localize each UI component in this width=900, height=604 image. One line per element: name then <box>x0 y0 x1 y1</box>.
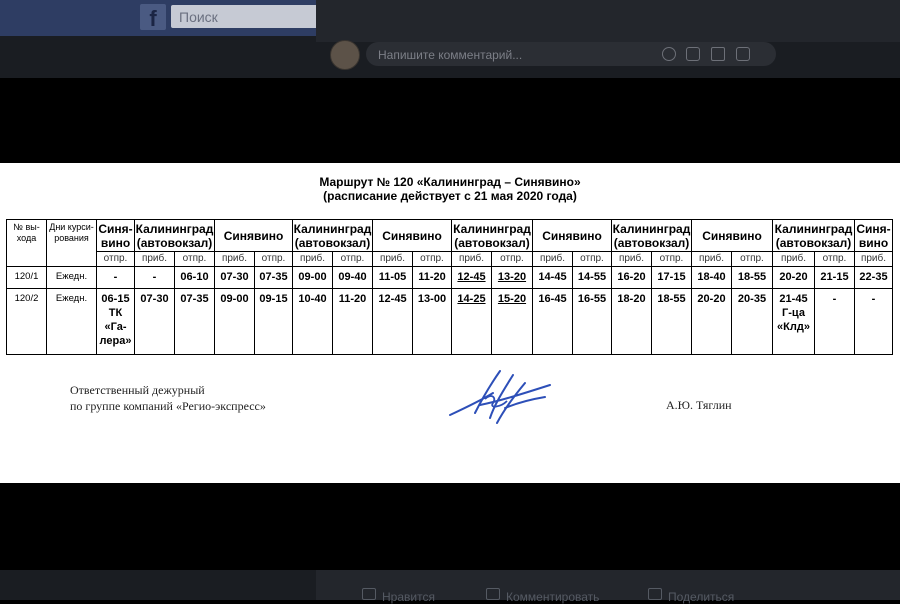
sub-header: приб. <box>612 252 652 267</box>
time-cell: 11-05 <box>373 267 413 289</box>
share-icon[interactable] <box>648 588 662 600</box>
sub-header: приб. <box>452 252 492 267</box>
time-cell: 20-20 <box>773 267 815 289</box>
time-cell: 07-35 <box>255 267 293 289</box>
time-cell: 12-45 <box>452 267 492 289</box>
table-row <box>7 289 893 355</box>
time-cell: 15-20 <box>492 289 533 355</box>
time-cell: 22-35 <box>855 267 893 289</box>
table-row <box>7 267 893 289</box>
schedule-title <box>0 175 900 203</box>
time-cell: 07-35 <box>175 289 215 355</box>
gif-icon[interactable] <box>711 47 725 61</box>
time-cell: 20-20 <box>692 289 732 355</box>
handwritten-signature <box>445 363 555 433</box>
sub-header: отпр. <box>492 252 533 267</box>
header-days: Дни курси-рования <box>47 220 97 267</box>
header-stop: Синявино <box>373 220 452 252</box>
sub-header: отпр. <box>413 252 452 267</box>
time-cell: 14-25 <box>452 289 492 355</box>
sub-header: приб. <box>773 252 815 267</box>
header-stop: Синявино <box>215 220 293 252</box>
comment-icon[interactable] <box>486 588 500 600</box>
time-cell: 09-15 <box>255 289 293 355</box>
sub-header: приб. <box>135 252 175 267</box>
sub-header: отпр. <box>255 252 293 267</box>
comment-panel <box>316 0 900 42</box>
header-stop: Синя-вино <box>98 221 133 250</box>
sub-header: приб. <box>692 252 732 267</box>
comment-button[interactable]: Комментировать <box>506 590 600 604</box>
header-stop: Калининград (автовокзал) <box>453 221 531 250</box>
header-stop: Калининград (автовокзал) <box>293 221 372 250</box>
signatory-left-line-2: по группе компаний «Регио-экспресс» <box>70 399 266 413</box>
like-icon[interactable] <box>362 588 376 600</box>
time-cell: 13-00 <box>413 289 452 355</box>
trip-number: 120/1 <box>7 267 47 289</box>
signatory-left <box>70 382 266 414</box>
time-cell: 07-30 <box>135 289 175 355</box>
commenter-avatar <box>330 40 360 70</box>
time-cell: 16-45 <box>533 289 573 355</box>
time-cell: 06-15 ТК «Га-лера» <box>97 289 135 355</box>
time-cell: 18-55 <box>652 289 692 355</box>
time-cell: 18-40 <box>692 267 732 289</box>
comment-input[interactable] <box>376 42 660 68</box>
time-cell: - <box>97 267 135 289</box>
time-cell: 17-15 <box>652 267 692 289</box>
time-cell: 09-00 <box>293 267 333 289</box>
comment-box <box>366 42 776 66</box>
sub-header: отпр. <box>652 252 692 267</box>
like-button[interactable]: Нравится <box>382 590 435 604</box>
time-cell: 21-15 <box>815 267 855 289</box>
time-cell: 14-55 <box>573 267 612 289</box>
trip-days: Ежедн. <box>47 267 97 289</box>
sub-header: приб. <box>855 252 893 267</box>
signatory-right: А.Ю. Тяглин <box>666 398 732 412</box>
header-stop: Калининград (автовокзал) <box>612 221 691 250</box>
schedule-document <box>0 163 900 483</box>
time-cell: 11-20 <box>333 289 373 355</box>
time-cell: 10-40 <box>293 289 333 355</box>
time-cell: 11-20 <box>413 267 452 289</box>
schedule-title-line-2: (расписание действует с 21 мая 2020 года) <box>323 189 577 203</box>
sub-header: отпр. <box>97 252 135 267</box>
time-cell: 20-35 <box>732 289 773 355</box>
image-bottom-band <box>0 483 900 570</box>
signatory-left-line-1: Ответственный дежурный <box>70 383 205 397</box>
time-cell: 12-45 <box>373 289 413 355</box>
header-num: № вы-хода <box>7 220 47 267</box>
trip-days: Ежедн. <box>47 289 97 355</box>
time-cell: 09-40 <box>333 267 373 289</box>
sub-header: отпр. <box>333 252 373 267</box>
time-cell: 18-55 <box>732 267 773 289</box>
time-cell: 16-20 <box>612 267 652 289</box>
time-cell: 09-00 <box>215 289 255 355</box>
camera-icon[interactable] <box>686 47 700 61</box>
sticker-icon[interactable] <box>736 47 750 61</box>
time-cell: 16-55 <box>573 289 612 355</box>
header-stop: Синявино <box>692 220 773 252</box>
share-button[interactable]: Поделиться <box>668 590 735 604</box>
time-cell: - <box>855 289 893 355</box>
facebook-logo-icon[interactable]: f <box>140 4 166 30</box>
time-cell: 07-30 <box>215 267 255 289</box>
header-stop: Синя-вино <box>856 221 891 250</box>
sub-header: отпр. <box>175 252 215 267</box>
sub-header: приб. <box>533 252 573 267</box>
image-top-band <box>0 78 900 163</box>
time-cell: 21-45 Г-ца «Клд» <box>773 289 815 355</box>
time-cell: - <box>135 267 175 289</box>
emoji-icon[interactable] <box>662 47 676 61</box>
header-stop: Калининград (автовокзал) <box>135 221 214 250</box>
time-cell: - <box>815 289 855 355</box>
sub-header: приб. <box>215 252 255 267</box>
sub-header: отпр. <box>573 252 612 267</box>
time-cell: 06-10 <box>175 267 215 289</box>
time-cell: 14-45 <box>533 267 573 289</box>
header-stop: Синявино <box>533 220 612 252</box>
time-cell: 13-20 <box>492 267 533 289</box>
time-cell: 18-20 <box>612 289 652 355</box>
sub-header: приб. <box>293 252 333 267</box>
schedule-table <box>6 219 893 355</box>
schedule-title-line-1: Маршрут № 120 «Калининград – Синявино» <box>319 175 581 189</box>
sub-header: отпр. <box>815 252 855 267</box>
trip-number: 120/2 <box>7 289 47 355</box>
sub-header: отпр. <box>732 252 773 267</box>
header-stop: Калининград (автовокзал) <box>773 220 855 252</box>
sub-header: приб. <box>373 252 413 267</box>
